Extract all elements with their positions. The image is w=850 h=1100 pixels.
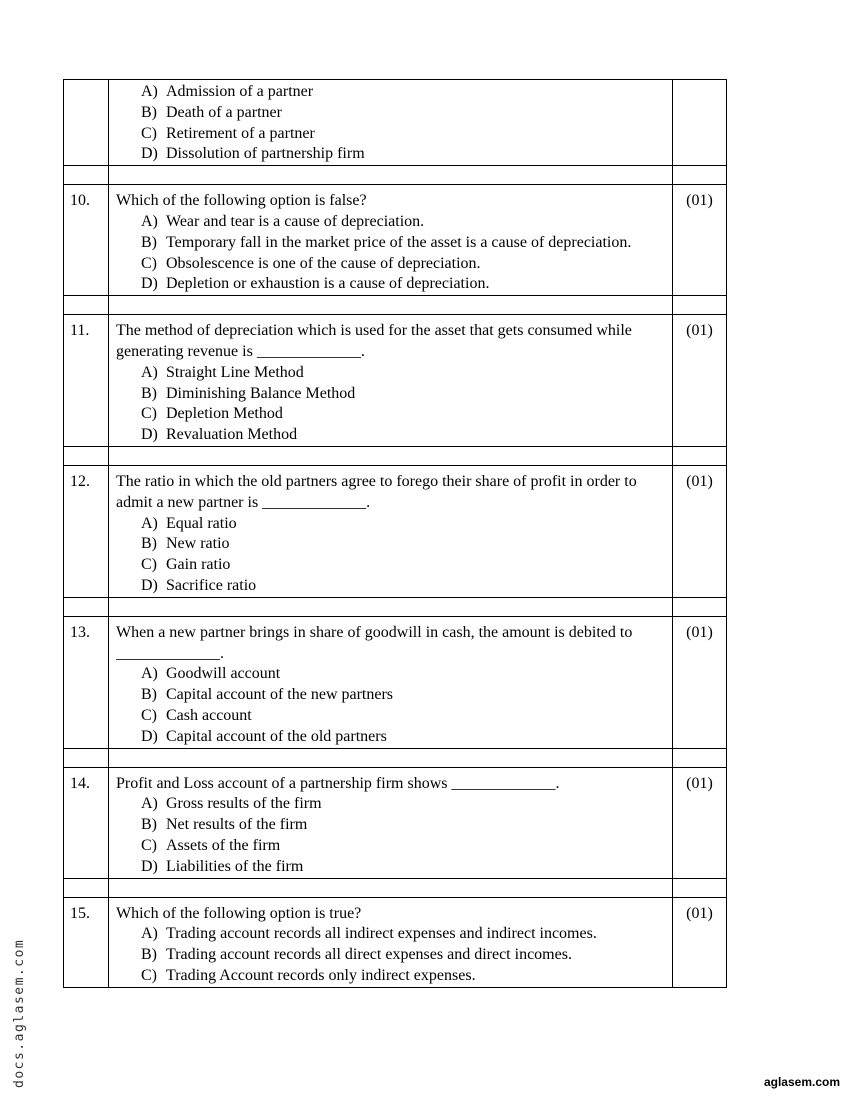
option-label: B) [141, 103, 157, 121]
question-cell [109, 465, 673, 597]
spacer-row [64, 878, 727, 897]
options-list [116, 212, 664, 295]
option-text: Equal ratio [166, 514, 237, 532]
option-label: C) [141, 405, 157, 423]
option-label: A) [141, 795, 158, 813]
carryover-question-cell [109, 80, 673, 166]
question-row [64, 767, 727, 878]
question-cell [109, 315, 673, 447]
question-cell [109, 767, 673, 878]
option-item [141, 857, 664, 878]
options-list [116, 794, 664, 877]
spacer-cell [673, 296, 727, 315]
option-text: Admission of a partner [166, 83, 314, 100]
option-label: A) [141, 514, 158, 532]
question-stem: The method of depreciation which is used for the asset that gets consumed while generating revenue is _____________. [116, 322, 632, 360]
option-item [141, 706, 664, 727]
question-number: 15. [64, 897, 109, 987]
option-label: C) [141, 556, 157, 574]
option-text: New ratio [166, 535, 230, 553]
option-item [141, 233, 664, 254]
spacer-row [64, 446, 727, 465]
spacer-cell [673, 878, 727, 897]
spacer-row [64, 296, 727, 315]
question-number: 14. [64, 767, 109, 878]
option-label: B) [141, 946, 157, 964]
option-label: B) [141, 535, 157, 553]
question-stem: Which of the following option is true? [116, 904, 362, 922]
option-label: C) [141, 966, 157, 984]
option-item [141, 274, 664, 295]
question-row [64, 897, 727, 987]
option-label: D) [141, 145, 158, 163]
option-text: Liabilities of the firm [166, 857, 304, 875]
question-row [64, 465, 727, 597]
option-label: B) [141, 233, 157, 251]
spacer-cell [109, 748, 673, 767]
option-item [141, 514, 664, 535]
marks-label: (01) [673, 767, 727, 878]
option-text: Retirement of a partner [166, 124, 315, 142]
option-item [141, 103, 664, 124]
option-label: C) [141, 836, 157, 854]
spacer-cell [109, 878, 673, 897]
marks-label: (01) [673, 185, 727, 296]
option-text: Depletion or exhaustion is a cause of depreciation. [166, 275, 490, 293]
question-cell [109, 185, 673, 296]
spacer-cell [64, 296, 109, 315]
option-item [141, 966, 664, 987]
marks-cell [673, 80, 727, 166]
option-item [141, 124, 664, 145]
option-text: Revaluation Method [166, 426, 298, 444]
marks-label: (01) [673, 897, 727, 987]
option-label: A) [141, 212, 158, 230]
option-text: Straight Line Method [166, 363, 304, 381]
brand-logo-text: aglasem.com [763, 1075, 840, 1089]
question-number: 12. [64, 465, 109, 597]
spacer-row [64, 748, 727, 767]
option-text: Obsolescence is one of the cause of depreciation. [166, 254, 481, 272]
option-item [141, 144, 664, 165]
spacer-cell [673, 166, 727, 185]
option-label: B) [141, 686, 157, 704]
question-stem: Which of the following option is false? [116, 192, 367, 210]
question-stem: The ratio in which the old partners agree to forego their share of profit in order to admit a new partner is _____________. [116, 472, 637, 511]
option-text: Temporary fall in the market price of the asset is a cause of depreciation. [166, 233, 632, 251]
spacer-cell [64, 748, 109, 767]
option-text: Trading account records all direct expenses and direct incomes. [166, 946, 572, 964]
question-table [63, 79, 727, 988]
option-item [141, 836, 664, 857]
option-label: C) [141, 706, 157, 724]
question-row [64, 185, 727, 296]
spacer-cell [64, 597, 109, 616]
option-label: B) [141, 384, 157, 402]
option-label: C) [141, 124, 157, 142]
question-number-cell [64, 80, 109, 166]
spacer-cell [64, 878, 109, 897]
option-text: Gross results of the firm [166, 795, 322, 813]
spacer-row [64, 166, 727, 185]
option-item [141, 924, 664, 945]
spacer-row [64, 597, 727, 616]
question-cell [109, 897, 673, 987]
marks-label: (01) [673, 315, 727, 447]
option-item [141, 555, 664, 576]
option-item [141, 815, 664, 836]
option-text: Assets of the firm [166, 836, 281, 854]
question-number: 10. [64, 185, 109, 296]
spacer-cell [109, 446, 673, 465]
question-number: 13. [64, 616, 109, 748]
carryover-options [116, 82, 664, 165]
option-item [141, 363, 664, 384]
options-list [116, 363, 664, 446]
option-text: Trading Account records only indirect expenses. [166, 966, 476, 984]
option-text: Trading account records all indirect expenses and indirect incomes. [166, 925, 597, 943]
question-stem: When a new partner brings in share of goodwill in cash, the amount is debited to _____________. [116, 623, 633, 662]
option-text: Net results of the firm [166, 816, 308, 834]
option-label: D) [141, 426, 158, 444]
option-item [141, 945, 664, 966]
option-item [141, 404, 664, 425]
option-text: Capital account of the new partners [166, 686, 394, 704]
option-label: B) [141, 816, 157, 834]
options-list [116, 664, 664, 747]
option-text: Gain ratio [166, 556, 231, 574]
options-list [116, 924, 664, 986]
spacer-cell [673, 597, 727, 616]
question-row [64, 616, 727, 748]
option-item [141, 794, 664, 815]
spacer-cell [109, 166, 673, 185]
spacer-cell [64, 166, 109, 185]
option-item [141, 425, 664, 446]
watermark-text: docs.aglasem.com [12, 938, 27, 1088]
option-label: A) [141, 363, 158, 381]
spacer-cell [673, 446, 727, 465]
option-item [141, 254, 664, 275]
option-label: A) [141, 83, 158, 100]
spacer-cell [64, 446, 109, 465]
option-text: Goodwill account [166, 665, 281, 683]
option-text: Diminishing Balance Method [166, 384, 356, 402]
option-item [141, 576, 664, 597]
option-text: Wear and tear is a cause of depreciation. [166, 212, 425, 230]
option-label: A) [141, 665, 158, 683]
question-row [64, 315, 727, 447]
spacer-cell [673, 748, 727, 767]
option-item [141, 384, 664, 405]
option-item [141, 534, 664, 555]
option-label: D) [141, 275, 158, 293]
question-table-body [64, 80, 727, 988]
spacer-cell [109, 296, 673, 315]
question-number: 11. [64, 315, 109, 447]
option-text: Cash account [166, 706, 252, 724]
option-item [141, 212, 664, 233]
option-text: Sacrifice ratio [166, 576, 257, 594]
carryover-row [64, 80, 727, 166]
option-label: D) [141, 727, 158, 745]
option-text: Capital account of the old partners [166, 727, 387, 745]
option-text: Dissolution of partnership firm [166, 145, 365, 163]
option-text: Depletion Method [166, 405, 283, 423]
question-cell [109, 616, 673, 748]
marks-label: (01) [673, 616, 727, 748]
option-item [141, 727, 664, 748]
option-label: D) [141, 857, 158, 875]
option-label: A) [141, 925, 158, 943]
marks-label: (01) [673, 465, 727, 597]
option-item [141, 685, 664, 706]
option-text: Death of a partner [166, 103, 282, 121]
options-list [116, 514, 664, 597]
spacer-cell [109, 597, 673, 616]
option-item [141, 82, 664, 103]
option-label: D) [141, 576, 158, 594]
option-label: C) [141, 254, 157, 272]
option-item [141, 664, 664, 685]
question-stem: Profit and Loss account of a partnership firm shows _____________. [116, 774, 560, 792]
